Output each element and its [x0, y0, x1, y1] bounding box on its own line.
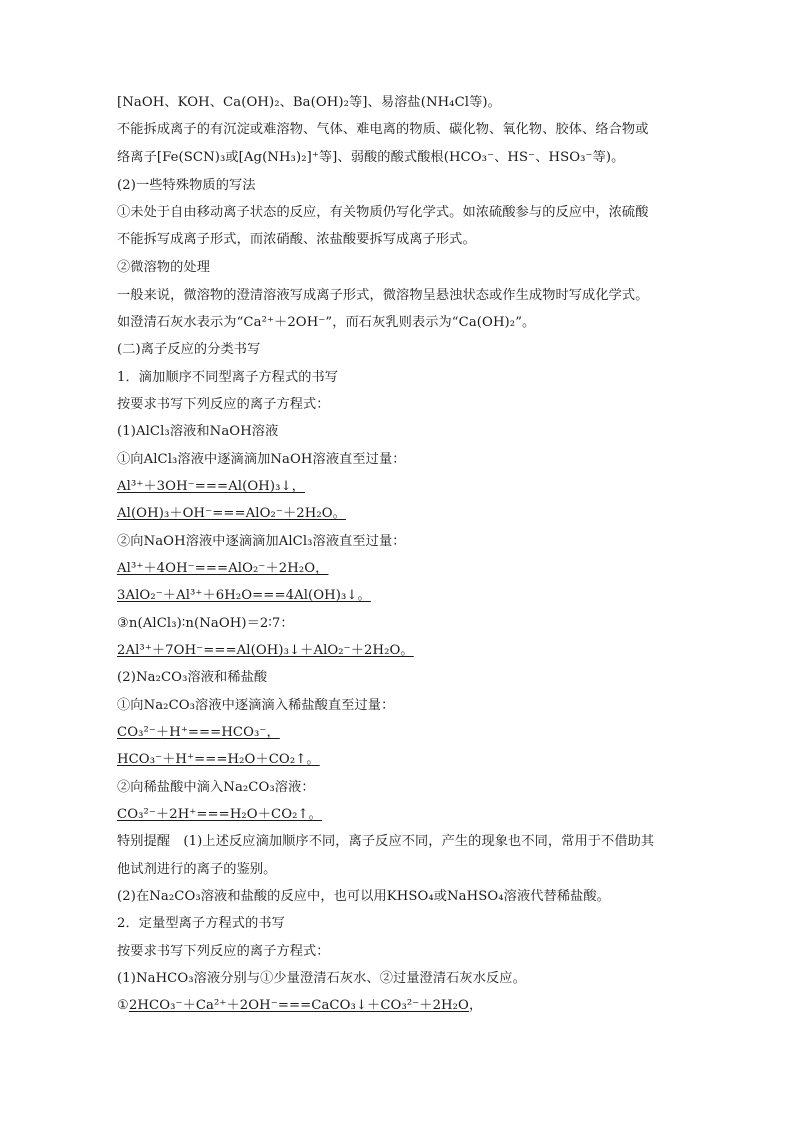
- text-line: 如澄清石灰水表示为“Ca²⁺＋2OH⁻”，而石灰乳则表示为“Ca(OH)₂”。: [117, 315, 536, 330]
- equation-line: 2Al³⁺＋7OH⁻===Al(OH)₃↓＋AlO₂⁻＋2H₂O。: [117, 643, 414, 658]
- text-line: ②向NaOH溶液中逐滴滴加AlCl₃溶液直至过量：: [117, 534, 406, 549]
- text-line: 络离子[Fe(SCN)₃或[Ag(NH₃)₂]⁺等]、弱酸的酸式酸根(HCO₃⁻、HS⁻、HSO₃⁻等)。: [117, 150, 625, 165]
- text-line: (2)Na₂CO₃溶液和稀盐酸: [117, 670, 268, 685]
- text-line: ③n(AlCl₃)∶n(NaOH)＝2∶7：: [117, 616, 294, 631]
- equation-body: 2HCO₃⁻＋Ca²⁺＋2OH⁻===CaCO₃↓＋CO₃²⁻＋2H₂O: [128, 998, 469, 1013]
- text-line: ①向Na₂CO₃溶液中逐滴滴入稀盐酸直至过量：: [117, 698, 395, 713]
- section-heading: 2．定量型离子方程式的书写: [117, 916, 285, 931]
- equation-line: Al(OH)₃＋OH⁻===AlO₂⁻＋2H₂O。: [117, 506, 346, 521]
- equation-line: [117, 998, 482, 1014]
- equation-line: CO₃²⁻＋2H⁺===H₂O＋CO₂↑。: [117, 807, 322, 822]
- text-line: (2)在Na₂CO₃溶液和盐酸的反应中，也可以用KHSO₄或NaHSO₄溶液代替稀盐酸。: [117, 889, 610, 904]
- text-line: ①未处于自由移动离子状态的反应，有关物质仍写化学式。如浓硫酸参与的反应中，浓硫酸: [117, 205, 649, 220]
- equation-line: 3AlO₂⁻＋Al³⁺＋6H₂O===4Al(OH)₃↓。: [117, 588, 371, 603]
- equation-line: Al³⁺＋3OH⁻===Al(OH)₃↓，: [117, 479, 305, 494]
- text-line: ①向AlCl₃溶液中逐滴滴加NaOH溶液直至过量：: [117, 452, 406, 467]
- text-line: 按要求书写下列反应的离子方程式：: [117, 944, 330, 959]
- equation-line: CO₃²⁻＋H⁺===HCO₃⁻，: [117, 725, 280, 740]
- text-line: 一般来说，微溶物的澄清溶液写成离子形式，微溶物呈悬浊状态或作生成物时写成化学式。: [117, 288, 649, 303]
- text-line: ②微溶物的处理: [117, 260, 211, 275]
- text-line: [NaOH、KOH、Ca(OH)₂、Ba(OH)₂等]、易溶盐(NH₄Cl等)。: [117, 95, 501, 110]
- text-line: 不能拆写成离子形式，而浓硝酸、浓盐酸要拆写成离子形式。: [117, 232, 476, 247]
- text-line: 按要求书写下列反应的离子方程式：: [117, 397, 330, 412]
- text-line: 不能拆成离子的有沉淀或难溶物、气体、难电离的物质、碳化物、氧化物、胶体、络合物或: [117, 122, 649, 137]
- section-heading: (二)离子反应的分类书写: [117, 342, 261, 357]
- tip-line: 特别提醒 (1)上述反应滴加顺序不同，离子反应不同，产生的现象也不同，常用于不借助其: [117, 834, 655, 849]
- equation-line: Al³⁺＋4OH⁻===AlO₂⁻＋2H₂O，: [117, 561, 329, 576]
- text-line: ②向稀盐酸中滴入Na₂CO₃溶液：: [117, 780, 315, 795]
- text-line: (1)AlCl₃溶液和NaOH溶液: [117, 424, 279, 439]
- equation-line: HCO₃⁻＋H⁺===H₂O＋CO₂↑。: [117, 752, 320, 767]
- text-line: 他试剂进行的离子的鉴别。: [117, 862, 277, 877]
- text-line: (1)NaHCO₃溶液分别与①少量澄清石灰水、②过量澄清石灰水反应。: [117, 971, 526, 986]
- section-heading: 1．滴加顺序不同型离子方程式的书写: [117, 370, 339, 385]
- punctuation: ，: [468, 998, 483, 1013]
- marker: ①: [117, 998, 129, 1013]
- section-heading: (2)一些特殊物质的写法: [117, 178, 256, 193]
